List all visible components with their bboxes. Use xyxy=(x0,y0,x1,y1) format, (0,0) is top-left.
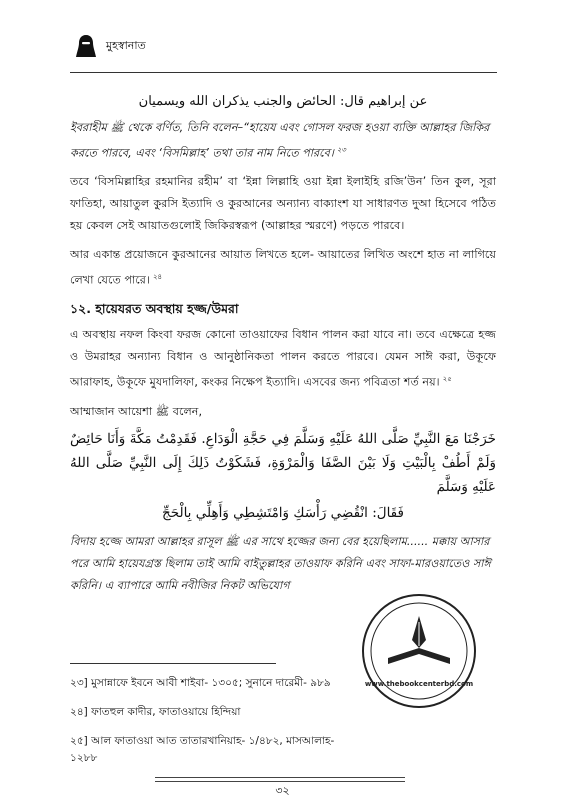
section-heading: ১২. হায়েযরত অবস্থায় হজ্জ/উমরা xyxy=(70,301,239,317)
footnote-rule xyxy=(70,663,276,664)
footnote-ref-25: ২৫ xyxy=(442,375,452,384)
arabic-heading: عن إبراهيم قال: الحائض والجنب يذكران الله ويسميان xyxy=(138,94,428,109)
watermark-url: www.thebookcenterbd.com xyxy=(364,680,474,688)
niqab-woman-icon xyxy=(76,34,96,58)
paragraph-3: এ অবস্থায় নফল কিংবা ফরজ কোনো তাওয়াফের বিধান পালন করা যাবে না। তবে এক্ষেত্রে হজ্জ ও উমরাহর অন্যান্য বিধান ও আনুষ্ঠানিকতা পালন করতে পারবে। যেমন সাঈ করা, উকূফে আরাফাহ, উকূফে মুযদালিফা, কংকর নিক্ষেপ ইত্যাদি। এসবের জন্য পবিত্রতা শর্ত নয়। $^{২৫}$ xyxy=(70,328,496,390)
paragraph-1: তবে ‘বিসমিল্লাহির রহমানির রহীম’ বা ‘ইন্না লিল্লাহি ওয়া ইন্না ইলাইহি রজি’উন’ তিন কুল, সূরা ফাতিহা, আয়াতুল কুরসি ইত্যাদি ও কুরআনের অন্যান্য বাক্যাংশ যা সাধারণত দুআ হিসেবে পঠিত হয় কেবল সেই আয়াতগুলোই জিকিরস্বরূপ (আল্লাহর স্মরণে) পড়তে পারবে। xyxy=(70,174,496,232)
footnote-ref-24: ২৪ xyxy=(152,272,163,281)
page-header xyxy=(76,34,146,58)
footnote-ref-23: ২৩ xyxy=(336,146,346,154)
footnotes xyxy=(70,676,350,780)
arabic-hadith-2: فَقَالَ: انْقُضِي رَأْسَكِ وَامْتَشِطِي وَأَهِلِّي بِالْحَجِّ xyxy=(162,505,404,522)
footnote-24: ২৪] ফাতহুল কাদীর, ফাতাওয়ায়ে হিন্দিয়া xyxy=(70,706,241,718)
bottom-rule-1 xyxy=(155,777,405,778)
hadith-intro: আম্মাজান আয়েশা ﷺ বলেন, xyxy=(70,405,203,419)
italic-quote: ইবরাহীম ﷺ থেকে বর্ণিত, তিনি বলেন–“হায়েয এবং গোসল ফরজ হওয়া ব্যক্তি আল্লাহর জিকির করতে পারবে, এবং ‘বিসমিল্লাহ’ তথা তার নাম নিতে পারবে। $^{২৩}$ xyxy=(70,121,490,160)
footnote-23: ২৩] মুসান্নাফে ইবনে আবী শাইবা- ১৩০৫; সুনানে দারেমী- ৯৮৯ xyxy=(70,677,331,689)
page-body xyxy=(70,94,496,597)
footnote-25: ২৫] আল ফাতাওয়া আত তাতারখানিয়াহ- ১/৪৮২, মাসআলাহ- ১২৮৮ xyxy=(70,735,335,764)
italic-translation: বিদায় হজ্জে আমরা আল্লাহর রাসূল ﷺ এর সাথে হজ্জের জন্য বের হয়েছিলাম...... মক্কায় আসার পরে আমি হায়েযগ্রস্ত ছিলাম তাই আমি বাইতুল্লাহর তাওয়াফ করিনি এবং সাফা-মারওয়াতেও সাঈ করিনি। এ ব্যাপারে আমি নবীজির নিকট অভিযোগ xyxy=(70,535,491,593)
paragraph-2: আর একান্ত প্রয়োজনে কুরআনের আয়াত লিখতে হলে- আয়াতের লিখিত অংশে হাত না লাগিয়ে লেখা যেতে পারে। $^{২৪}$ xyxy=(70,247,496,287)
arabic-hadith-1: خَرَجْنَا مَعَ النَّبِيِّ صَلَّى اللهُ عَلَيْهِ وَسَلَّمَ فِي حَجَّةِ الْوَدَاعِ. فَقَدِمْتُ مَكَّةَ وَأَنَا حَائِضٌ وَلَمْ أَطُفْ بِالْبَيْتِ وَلَا بَيْنَ الصَّفَا وَالْمَرْوَةِ، فَشَكَوْتُ ذَلِكَ إِلَى النَّبِيِّ صَلَّى اللهُ عَلَيْهِ وَسَلَّمَ xyxy=(70,431,496,496)
header-title: মুহস্বানাত xyxy=(106,38,146,52)
book-pen-seal-icon xyxy=(360,592,478,710)
page-number: ৩২ xyxy=(275,784,290,797)
header-rule xyxy=(70,72,497,73)
